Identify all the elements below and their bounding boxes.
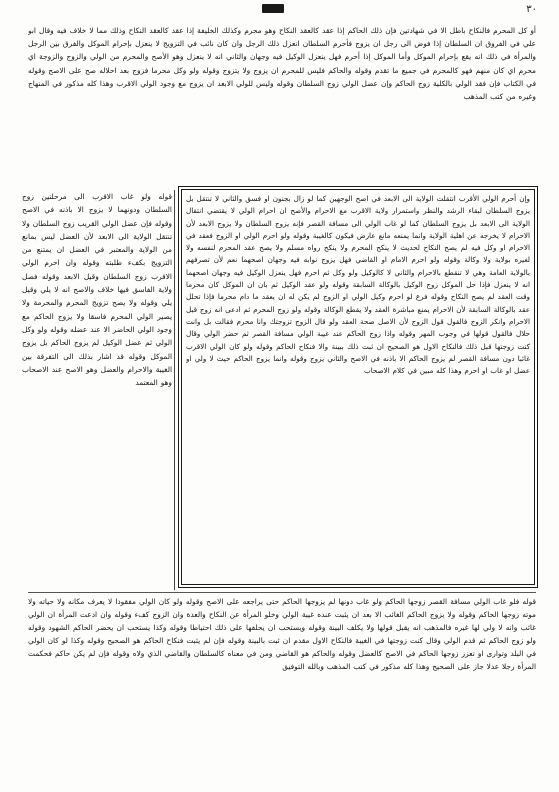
page-number: ٣٠ (526, 4, 537, 15)
bottom-gloss (28, 596, 536, 774)
bottom-divider (28, 592, 536, 593)
margin-divider (174, 190, 175, 590)
folio-ornament (262, 4, 284, 13)
main-text (186, 193, 530, 581)
main-text-body: وإن أحرم الولي الأقرب انتقلت الولاية الى الابعد في اصح الوجهين كما لو زال بجنون او فسق والثاني لا تنتقل بل يزوج السلطان لبقاء الرشد والنظر واستمرار ولاية الاقرب مع الاحرام والأصح ان احرام الولي لا يقتضي انتقال الولاية الى الابعد بل يزوج السلطان كما لو غاب الولي الى مسافة القصر فإنه يزوج السلطان ولا يزوج الابعد لأن الاحرام لا يخرجه عن اهلية الولاية وانما يمنعه مانع عارض فيكون كالغيبة وقوله ولو احرم الولي او الزوج فعقد في الاحرام او وكل فيه لم يصح النكاح لحديث لا ينكح المحرم ولا ينكح رواه مسلم ولا يصح عقد المحرم لنفسه ولا لغيره بولاية ولا وكالة وقوله ولو احرم الامام او القاضي فهل يزوج نوابه فيه وجهان اصحهما نعم لأن تصرفهم بالولاية العامة وهي لا تنقطع بالاحرام والثاني لا كالوكيل ولو وكل ثم احرم فهل ينعزل الوكيل فيه وجهان اصحهما انه لا ينعزل فإذا حل الموكل زوج الوكيل بالوكالة السابقة وقوله ولو عقد الوكيل ثم بان ان الموكل كان محرما وقت العقد لم يصح النكاح وقوله فرع لو احرم وكيل الولي او الزوج لم يكن له ان يعقد ما دام محرما فإذا تحلل عقد بالوكالة السابقة لأن الاحرام يمنع مباشرة العقد ولا يقطع الوكالة وقوله ولو زوج المحرم ثم ادعى انه زوج قبل الاحرام وانكر الزوج فالقول قول الزوج لأن الاصل صحة العقد ولو قال الزوج تزوجتك وانا محرم فقالت بل وانت حلال فالقول قولها في وجوب المهر وقوله واذا زوج الحاكم عند غيبة الولي مسافة القصر ثم حضر الولي وقال كنت زوجتها قبل ذلك فالنكاح الاول هو الصحيح ان ثبت ذلك ببينة والا فنكاح الحاكم وقوله ولو كان الولي الاقرب غائبا دون مسافة القصر لم يزوج الحاكم الا باذنه في الاصح والثاني يزوج وقوله وانما يزوج الحاكم حيث لا ولي او عضل او غاب او احرم وهذا كله مبين في كلام الاصحاب (186, 194, 530, 376)
bottom-gloss-text: قوله فلو غاب الولي مسافة القصر زوجها الحاكم ولو غاب دونها لم يزوجها الحاكم حتى يراجعه على الاصح وقوله ولو كان الولي مفقودا لا يعرف مكانه ولا حياته ولا موته زوجها الحاكم وقوله ولا يزوج الحاكم الغائب الا بعد ان يثبت عنده غيبة الولي وخلو المرأة عن النكاح والعدة وان الزوج كفء وقوله وان ادعت المرأة ان الولي غائب وانه لا ولي لها غيره فالمذهب انه يقبل قولها ولا يكلف البينة وقوله ويستحب ان يحلفها على ذلك احتياطا وقوله وكذا يستحب ان يحضر الحاكم الشهود وقوله ولو زوج الحاكم ثم قدم الولي وقال كنت زوجتها في الغيبة فالنكاح الاول مقدم ان ثبت بالبينة وقوله فإن لم يثبت فنكاح الحاكم هو الصحيح وقوله وكذا لو كان الولي في البلد وتوارى او تعزز زوجها الحاكم في الاصح كالعضل وقوله والحاكم هو القاضي ومن في معناه كالسلطان والقاضي الذي ولاه وقوله فإن لم يكن حاكم فحكمت المرأة رجلا عدلا جاز على الصحيح وهذا كله مذكور في كتب المذهب وبالله التوفيق (28, 597, 536, 671)
top-gloss (28, 24, 536, 184)
margin-note-text: قوله ولو غاب الاقرب الى مرحلتين زوج السلطان ودونهما لا يزوج الا باذنه في الاصح وقوله فإن عضل الولي القريب زوج السلطان ولا تنتقل الولاية الى الابعد لأن العضل ليس بمانع من الولاية والمعتبر في العضل ان يمتنع من التزويج بكفء طلبته وقوله وان احرم الولي الاقرب زوج السلطان وقيل الابعد وقوله فصل ولاية الفاسق فيها خلاف والاصح انه لا يلي وقيل يلي وقوله ولا يصح تزويج المحرم والمحرمة ولا يصير الولي المحرم فاسقا ولا يزوج الحاكم مع وجود الولي الحاضر الا عند عضله وقوله ولو وكل الولي ثم عضل الوكيل لم يزوج الحاكم بل يزوج الموكل وقوله قد اشار بذلك الى التفرقة بين الغيبة والاحرام والعضل وهو الاصح عند الاصحاب وهو المعتمد (22, 192, 172, 388)
top-gloss-text: أو كل المحرم فالنكاح باطل الا في شهادتين فإن ذلك الحاكم إذا عقد كالعقد النكاح وهو محرم وكذلك الخليفة إذا عقد كالعقد النكاح وذلك مما لا خلاف فيه وقال ابو علي في الفروق ان السلطان إذا فوض الى رجل ان يزوج فأحرم السلطان انعزل ذلك الرجل وان كان نائب في التزويج لا ينعزل بإحرام الموكل والفرق بين الرجل والمرأة في ذلك انه يقع بإحرام الموكل وأما الموكل إذا أحرم فهل ينعزل الوكيل فيه وجهان والثاني انه لا ينعزل وهو الأصح والمحرم من الولي والزوج والزوجة اي محرم اي كان منهم فهو كالمحرم في جميع ما تقدم وقوله والحاكم فليس للمحرم ان يزوج ولا يتزوج وقوله ولو وكل محرما فزوج بعد احلاله صح على الاصح وقوله في الكتاب فإن فقد الولي بالكلية زوج الحاكم وإن عضل الولي زوج السلطان وقوله وليس للولي الابعد ان يزوج مع وجود الولي الاقرب وهذا كله مذكور في المنهاج وغيره من كتب المذهب (28, 26, 536, 102)
margin-note (22, 190, 172, 590)
